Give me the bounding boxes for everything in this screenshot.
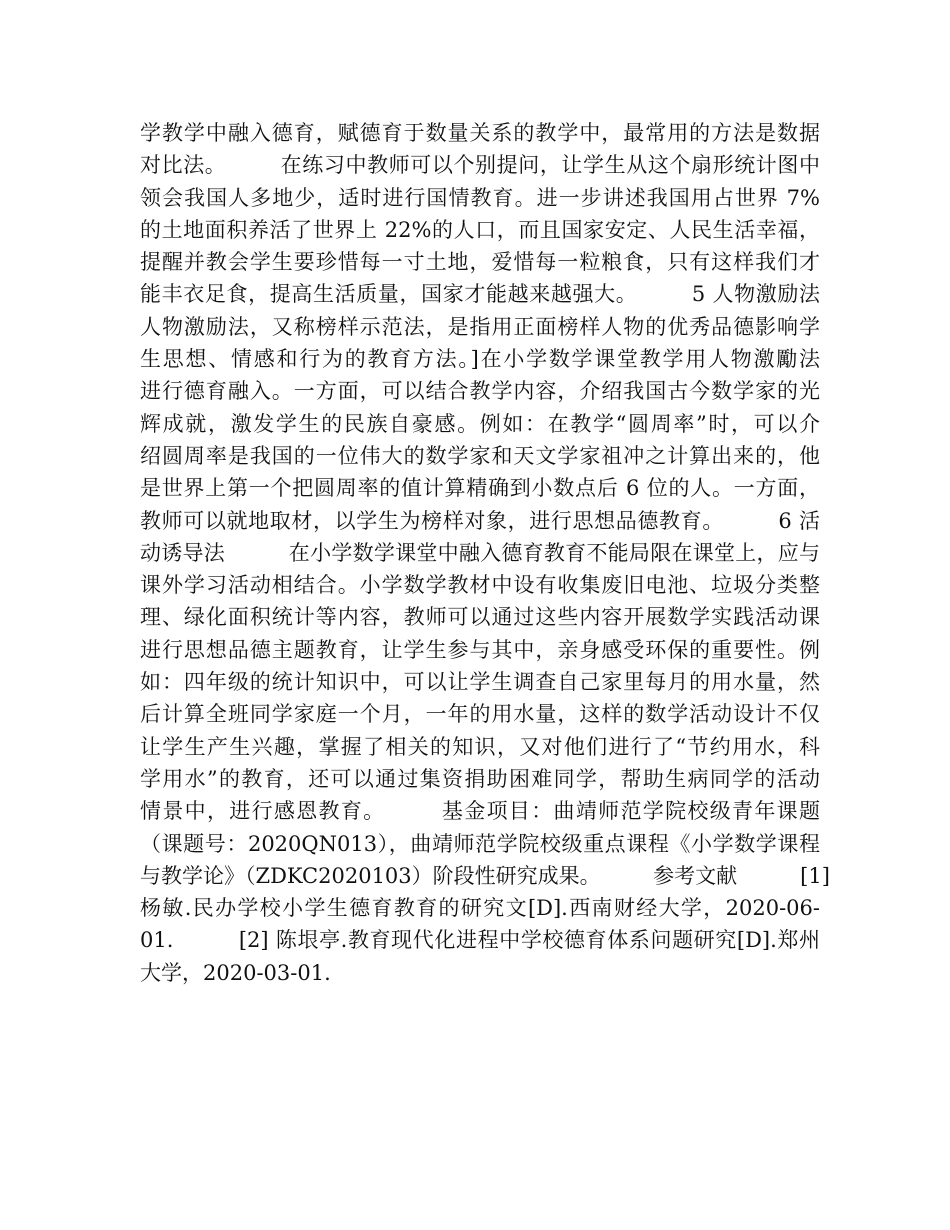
text-line: 01. [2] 陈垠亭.教育现代化进程中学校德育体系问题研究[D].郑州 xyxy=(140,928,820,953)
text-line: 是世界上第一个把圆周率的值计算精确到小数点后 6 位的人。一方面， xyxy=(140,476,820,501)
text-line: 学用水”的教育，还可以通过集资捐助困难同学，帮助生病同学的活动 xyxy=(140,766,820,791)
text-line: 能丰衣足食，提高生活质量，国家才能越来越强大。 5 人物激励法 xyxy=(140,282,820,307)
text-line: 让学生产生兴趣，掌握了相关的知识，又对他们进行了“节约用水，科 xyxy=(140,734,820,759)
text-line: 领会我国人多地少，适时进行国情教育。进一步讲述我国用占世界 7% xyxy=(140,185,820,210)
text-line: 人物激励法，又称榜样示范法，是指用正面榜样人物的优秀品德影响学 xyxy=(140,314,820,339)
text-line: 课外学习活动相结合。小学数学教材中设有收集废旧电池、垃圾分类整 xyxy=(140,573,820,598)
text-line: 对比法。 在练习中教师可以个别提问，让学生从这个扇形统计图中 xyxy=(140,153,820,178)
text-line: 理、绿化面积统计等内容，教师可以通过这些内容开展数学实践活动课 xyxy=(140,605,820,630)
text-line: 进行思想品德主题教育，让学生参与其中，亲身感受环保的重要性。例 xyxy=(140,637,820,662)
text-line: （课题号：2020QN013），曲靖师范学院校级重点课程《小学数学课程 xyxy=(140,831,820,856)
text-line: 绍圆周率是我国的一位伟大的数学家和天文学家祖冲之计算出来的，他 xyxy=(140,443,820,468)
text-line: 与教学论》（ZDKC2020103）阶段性研究成果。 参考文献 [1] xyxy=(140,863,830,888)
text-line: 提醒并教会学生要珍惜每一寸土地，爱惜每一粒粮食，只有这样我们才 xyxy=(140,250,820,275)
text-line: 如：四年级的统计知识中，可以让学生调查自己家里每月的用水量，然 xyxy=(140,670,820,695)
text-line: 的土地面积养活了世界上 22%的人口，而且国家安定、人民生活幸福， xyxy=(140,217,820,242)
text-line: 生思想、情感和行为的教育方法。]在小学数学课堂教学用人物激勵法 xyxy=(140,347,820,372)
text-line: 进行德育融入。一方面，可以结合教学内容，介绍我国古今数学家的光 xyxy=(140,379,820,404)
text-line: 情景中，进行感恩教育。 基金项目：曲靖师范学院校级青年课题 xyxy=(140,799,820,824)
text-line: 辉成就，激发学生的民族自豪感。例如：在教学“圆周率”时，可以介 xyxy=(140,411,820,436)
text-line: 杨敏.民办学校小学生德育教育的研究文[D].西南财经大学，2020-06- xyxy=(140,896,820,921)
text-line: 大学，2020-03-01. xyxy=(140,960,331,985)
text-line: 教师可以就地取材，以学生为榜样对象，进行思想品德教育。 6 活 xyxy=(140,508,820,533)
text-line: 后计算全班同学家庭一个月，一年的用水量，这样的数学活动设计不仅 xyxy=(140,702,820,727)
text-line: 动诱导法 在小学数学课堂中融入德育教育不能局限在课堂上，应与 xyxy=(140,540,820,565)
body-text xyxy=(140,117,830,989)
text-line: 学教学中融入德育，赋德育于数量关系的教学中，最常用的方法是数据 xyxy=(140,121,820,145)
